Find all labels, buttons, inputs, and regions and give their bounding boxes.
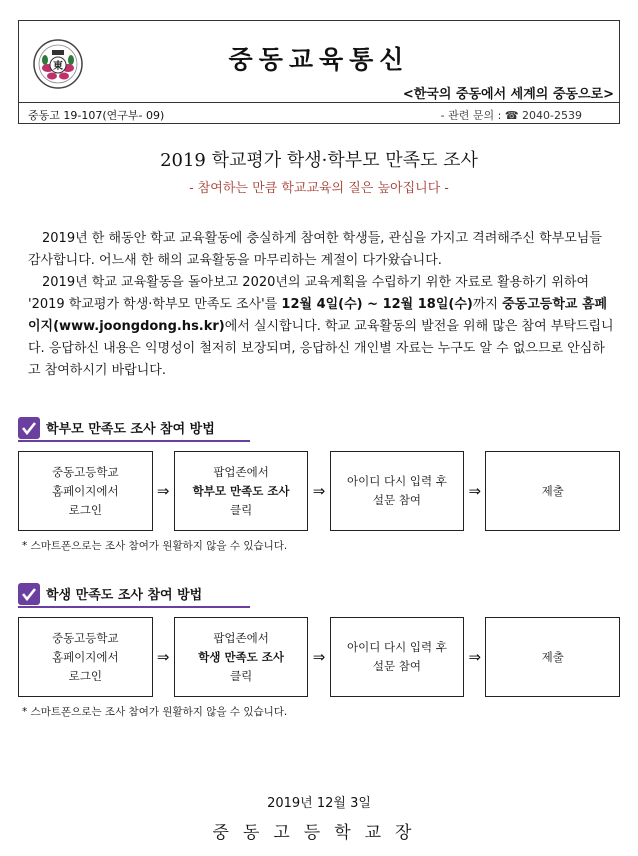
step-line: 아이디 다시 입력 후 (347, 474, 447, 488)
intro-paragraph (28, 228, 614, 272)
step-line: 설문 참여 (372, 493, 421, 507)
student-steps-row (18, 617, 620, 697)
arrow-right-icon: ⇒ (468, 482, 482, 500)
issue-number: 중동고 19-107(연구부- 09) (28, 109, 165, 122)
section-heading-student (18, 581, 202, 607)
checkmark-icon (18, 417, 40, 439)
details-paragraph (28, 272, 614, 382)
step-login-box (18, 617, 153, 697)
step-line: 아이디 다시 입력 후 (347, 640, 447, 654)
smartphone-note: * 스마트폰으로는 조사 참여가 원활하지 않을 수 있습니다. (22, 706, 288, 718)
section-heading-parent (18, 415, 215, 441)
step-line: 홈페이지에서 (51, 483, 119, 498)
details-text-c: 까지 (472, 297, 503, 312)
step-login-box (18, 451, 153, 531)
arrow-right-icon: ⇒ (156, 648, 170, 666)
newsletter-title: 중동교육통신 (228, 45, 410, 74)
arrow-right-icon: ⇒ (312, 648, 326, 666)
section-label: 학부모 만족도 조사 참여 방법 (46, 421, 215, 437)
step-line: 팝업존에서 (213, 464, 269, 479)
arrow-right-icon: ⇒ (312, 482, 326, 500)
section-underline (18, 440, 250, 442)
step-survey-box (330, 617, 465, 697)
step-line: 중동고등학교 (51, 630, 119, 645)
step-line: 학부모 만족도 조사 (192, 483, 290, 498)
arrow-right-icon: ⇒ (156, 482, 170, 500)
contact-info: - 관련 문의 : ☎ 2040-2539 (440, 109, 582, 122)
section-label: 학생 만족도 조사 참여 방법 (46, 587, 203, 603)
issue-date: 2019년 12월 3일 (267, 796, 371, 811)
step-line: 팝업존에서 (213, 630, 269, 645)
step-line: 제출 (541, 649, 564, 664)
step-submit-box (485, 617, 620, 697)
step-line: 제출 (541, 483, 564, 498)
survey-period: 12월 4일(수) ~ 12월 18일(수) (281, 297, 473, 312)
step-line: 학생 만족도 조사 (198, 649, 284, 664)
header-divider (18, 102, 620, 103)
checkmark-icon (18, 583, 40, 605)
slogan: <한국의 중동에서 세계의 중동으로> (402, 87, 614, 102)
step-line: 로그인 (68, 502, 102, 517)
step-line: 중동고등학교 (51, 464, 119, 479)
details-text-e: 에서 실시합니다. 학교 교육활동의 발전을 위해 많은 참여 부탁드립니다. 응답하신 내용은 익명성이 철저히 보장되며, 응답하신 개인별 자료는 누구도 알 수 없으므로 안심하고 참여하시기 바랍니다. (28, 319, 614, 378)
homepage-link[interactable]: 중동고등학교 홈페이지(www.joongdong.hs.kr) (28, 297, 608, 334)
step-submit-box (485, 451, 620, 531)
section-underline (18, 606, 250, 608)
notice-title: 2019 학교평가 학생·학부모 만족도 조사 (160, 150, 478, 171)
step-line: 로그인 (68, 668, 102, 683)
step-survey-box (330, 451, 465, 531)
step-popup-box (174, 617, 309, 697)
step-line: 설문 참여 (372, 659, 421, 673)
step-line: 클릭 (229, 502, 253, 517)
signer-name: 중동고등학교장 (212, 823, 426, 843)
details-text-a: 2019년 학교 교육활동을 돌아보고 2020년의 교육계획을 수립하기 위한 자료로 활용하기 위하여 '2019 학교평가 학생·학부모 만족도 조사'를 (28, 275, 590, 312)
intro-text: 2019년 한 해동안 학교 교육활동에 충실하게 참여한 학생들, 관심을 가지고 격려해주신 학부모님들 감사합니다. 어느새 한 해의 교육활동을 마무리하는 계절이 다가왔습니다. (28, 231, 602, 268)
notice-subtitle: - 참여하는 만큼 학교교육의 질은 높아집니다 - (189, 181, 449, 196)
smartphone-note: * 스마트폰으로는 조사 참여가 원활하지 않을 수 있습니다. (22, 540, 288, 552)
arrow-right-icon: ⇒ (468, 648, 482, 666)
parent-steps-row (18, 451, 620, 531)
emblem-letter: 東 (53, 61, 63, 72)
step-line: 홈페이지에서 (51, 649, 119, 664)
step-popup-box (174, 451, 309, 531)
step-line: 클릭 (230, 668, 253, 683)
